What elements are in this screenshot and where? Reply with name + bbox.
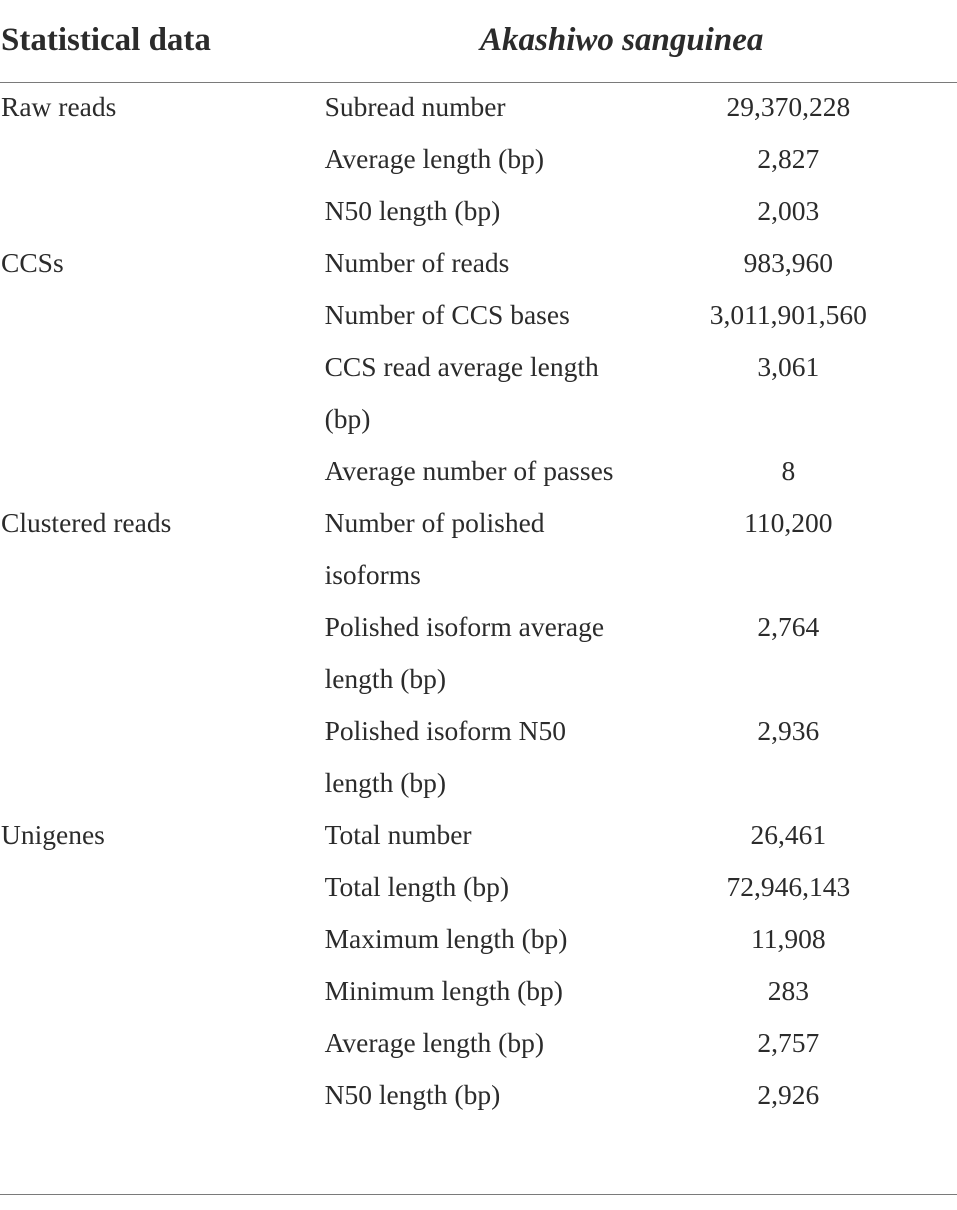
table-row — [0, 289, 957, 341]
table-row — [0, 601, 957, 705]
row-value: 983,960 — [743, 247, 833, 278]
table-row — [0, 237, 957, 289]
row-value: 283 — [767, 975, 809, 1006]
row-metric: Average length (bp) — [324, 143, 544, 174]
table-row — [0, 341, 957, 445]
table-row — [0, 913, 957, 965]
table-row — [0, 497, 957, 601]
row-metric: Subread number — [324, 91, 506, 122]
row-group — [0, 185, 325, 237]
header-statistical-data: Statistical data — [1, 22, 211, 58]
row-group — [0, 913, 325, 965]
row-metric: Number of reads — [324, 247, 510, 278]
row-value: 2,936 — [757, 715, 820, 746]
row-group — [0, 965, 325, 1017]
row-value: 11,908 — [751, 923, 826, 954]
table-body — [0, 81, 957, 1121]
row-value: 2,003 — [757, 195, 820, 226]
row-metric: Minimum length (bp) — [324, 975, 563, 1006]
row-metric: Number of CCS bases — [324, 299, 570, 330]
row-value: 2,827 — [757, 143, 820, 174]
row-group — [0, 705, 325, 809]
row-metric: Total number — [324, 819, 472, 850]
row-group — [0, 1069, 325, 1121]
row-group: CCSs — [1, 247, 64, 278]
row-value: 29,370,228 — [726, 91, 851, 122]
row-metric: Average number of passes — [324, 455, 614, 486]
table-row — [0, 1069, 957, 1121]
row-group — [0, 861, 325, 913]
table-bottom-rule — [0, 1194, 957, 1195]
row-value: 2,926 — [757, 1079, 820, 1110]
row-group — [0, 133, 325, 185]
row-value: 8 — [781, 455, 796, 486]
table-row — [0, 809, 957, 861]
row-value: 26,461 — [750, 819, 827, 850]
table-row — [0, 1017, 957, 1069]
row-group — [0, 601, 325, 705]
table-row — [0, 445, 957, 497]
row-metric: CCS read average length (bp) — [324, 351, 599, 434]
row-metric: N50 length (bp) — [324, 1079, 501, 1110]
row-value: 2,764 — [757, 611, 820, 642]
row-metric: N50 length (bp) — [324, 195, 501, 226]
table-row — [0, 705, 957, 809]
row-value: 72,946,143 — [726, 871, 851, 902]
row-metric: Total length (bp) — [324, 871, 509, 902]
header-species: Akashiwo sanguinea — [480, 22, 764, 58]
row-group: Unigenes — [1, 819, 105, 850]
row-value: 3,061 — [757, 351, 820, 382]
table-row — [0, 861, 957, 913]
row-metric: Polished isoform N50 length (bp) — [324, 715, 566, 798]
row-group: Clustered reads — [1, 507, 172, 538]
row-metric: Maximum length (bp) — [324, 923, 568, 954]
row-metric: Number of polished isoforms — [324, 507, 545, 590]
table-header — [0, 0, 957, 83]
row-group — [0, 1017, 325, 1069]
row-value: 110,200 — [744, 507, 833, 538]
row-group — [0, 341, 325, 445]
row-metric: Average length (bp) — [324, 1027, 544, 1058]
table-row — [0, 81, 957, 133]
row-metric: Polished isoform average length (bp) — [324, 611, 605, 694]
row-value: 2,757 — [757, 1027, 820, 1058]
row-group — [0, 289, 325, 341]
row-value: 3,011,901,560 — [709, 299, 867, 330]
table-row — [0, 965, 957, 1017]
row-group: Raw reads — [1, 91, 117, 122]
table-row — [0, 133, 957, 185]
row-group — [0, 445, 325, 497]
table-row — [0, 185, 957, 237]
